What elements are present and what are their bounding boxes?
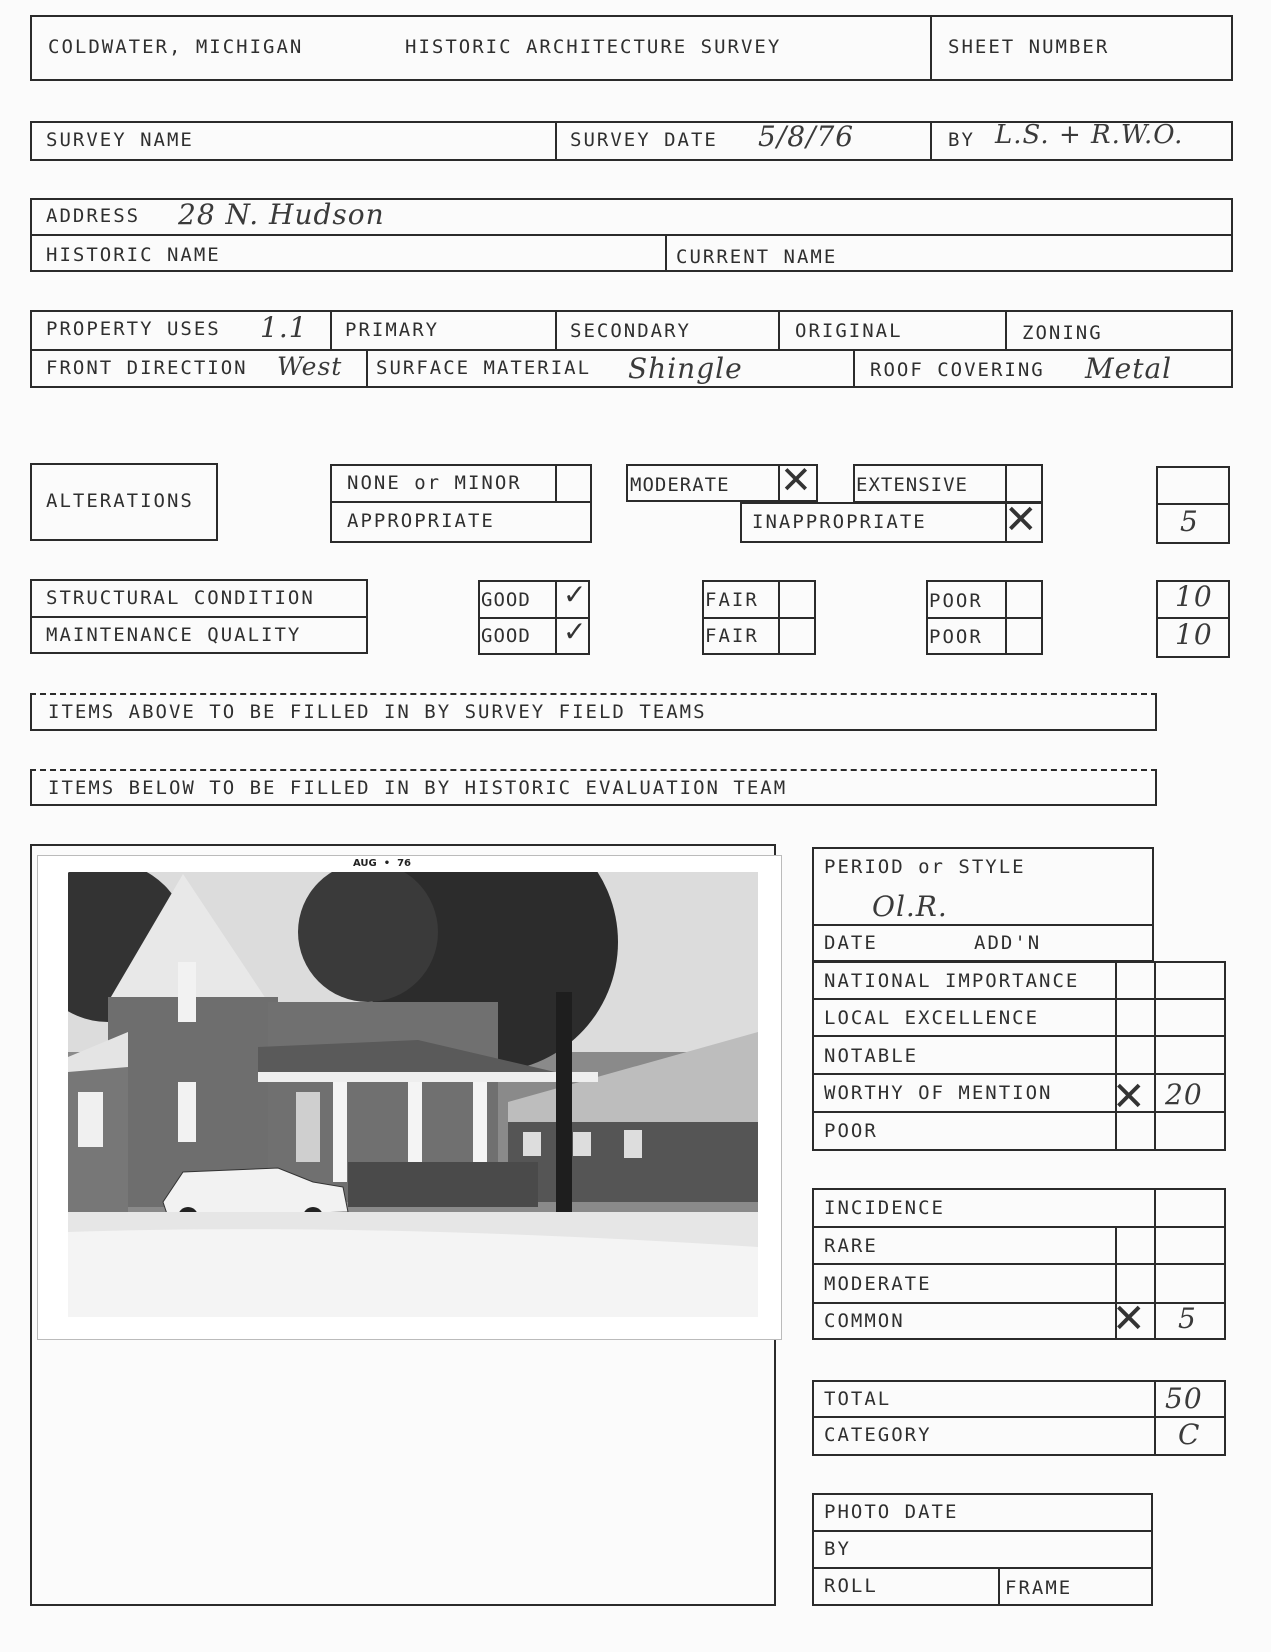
property-divider — [30, 349, 1233, 351]
evaluation-team-note: ITEMS BELOW TO BE FILLED IN BY HISTORIC EVALUATION TEAM — [48, 777, 788, 799]
period-style-value: Ol.R. — [872, 890, 948, 923]
moderate-x-mark: ✕ — [780, 458, 812, 502]
name-divider — [665, 234, 667, 272]
appropriate-check-div — [590, 501, 592, 543]
none-minor-label: NONE or MINOR — [347, 472, 522, 494]
structural-poor-label: POOR — [929, 590, 983, 612]
front-direction-label: FRONT DIRECTION — [46, 357, 248, 379]
worthy-score: 20 — [1165, 1078, 1203, 1111]
surface-material-label: SURFACE MATERIAL — [376, 357, 592, 379]
structural-condition-label: STRUCTURAL CONDITION — [46, 587, 315, 609]
alterations-label: ALTERATIONS — [46, 490, 194, 512]
common-score: 5 — [1178, 1302, 1197, 1335]
roof-covering-value: Metal — [1085, 352, 1173, 385]
totals-score-div — [1154, 1380, 1156, 1456]
category-label: CATEGORY — [824, 1424, 932, 1446]
common-x-mark: ✕ — [1112, 1296, 1146, 1342]
national-importance-label: NATIONAL IMPORTANCE — [824, 970, 1080, 992]
maintenance-good-label: GOOD — [481, 625, 531, 647]
header-divider — [930, 15, 932, 81]
historic-name-label: HISTORIC NAME — [46, 244, 221, 266]
condition-label-divider — [30, 616, 368, 618]
by-value: L.S. + R.W.O. — [995, 120, 1184, 150]
house-photo-image — [68, 872, 758, 1317]
roof-covering-label: ROOF COVERING — [870, 359, 1045, 381]
structural-good-check: ✓ — [563, 578, 587, 611]
city-label: COLDWATER, MICHIGAN — [48, 36, 304, 58]
front-direction-value: West — [277, 352, 343, 381]
appropriate-label: APPROPRIATE — [347, 510, 495, 532]
by-label: BY — [948, 129, 975, 151]
prop-div-2 — [555, 310, 557, 349]
importance-row-2 — [812, 1035, 1226, 1037]
incidence-row-1 — [812, 1226, 1226, 1228]
importance-row-1 — [812, 998, 1226, 1000]
poor-evaluation-label: POOR — [824, 1120, 878, 1142]
photo-by-label: BY — [824, 1538, 851, 1560]
address-label: ADDRESS — [46, 205, 141, 227]
survey-date-value: 5/8/76 — [758, 120, 855, 153]
category-value: C — [1178, 1418, 1201, 1451]
photo-date-label: PHOTO DATE — [824, 1501, 959, 1523]
photo-info-row-2 — [812, 1567, 1153, 1569]
survey-date-label: SURVEY DATE — [570, 129, 718, 151]
importance-score-div — [1154, 961, 1156, 1151]
survey-divider-1 — [555, 121, 557, 161]
worthy-x-mark: ✕ — [1112, 1074, 1146, 1120]
maintenance-score: 10 — [1175, 618, 1213, 651]
address-divider — [30, 234, 1233, 236]
property-uses-value: 1.1 — [260, 311, 308, 344]
prop-div-4 — [1005, 310, 1007, 349]
roll-frame-div — [998, 1567, 1000, 1606]
maintenance-poor-label: POOR — [929, 626, 983, 648]
total-label: TOTAL — [824, 1388, 892, 1410]
poor-divider — [926, 617, 1043, 619]
structural-fair-label: FAIR — [705, 589, 759, 611]
prop-div-5 — [366, 349, 368, 388]
period-divider — [812, 924, 1154, 926]
sheet-number-label: SHEET NUMBER — [948, 36, 1110, 58]
survey-name-label: SURVEY NAME — [46, 129, 194, 151]
incidence-row-2 — [812, 1263, 1226, 1265]
inappropriate-x-mark: ✕ — [1004, 497, 1038, 543]
maintenance-quality-label: MAINTENANCE QUALITY — [46, 624, 302, 646]
primary-label: PRIMARY — [345, 319, 440, 341]
date-label: DATE — [824, 932, 878, 954]
importance-row-4 — [812, 1111, 1226, 1113]
total-value: 50 — [1165, 1382, 1203, 1415]
photo-date-stamp: AUG • 76 — [353, 858, 411, 869]
incidence-label: INCIDENCE — [824, 1197, 945, 1219]
house-photo — [37, 855, 782, 1340]
survey-title: HISTORIC ARCHITECTURE SURVEY — [405, 36, 782, 58]
address-value: 28 N. Hudson — [178, 198, 385, 231]
alterations-score: 5 — [1180, 505, 1199, 538]
property-uses-label: PROPERTY USES — [46, 318, 221, 340]
none-minor-check-div — [555, 464, 557, 501]
original-label: ORIGINAL — [795, 320, 903, 342]
structural-good-label: GOOD — [481, 589, 531, 611]
field-team-note: ITEMS ABOVE TO BE FILLED IN BY SURVEY FIELD TEAMS — [48, 701, 707, 723]
zoning-label: ZONING — [1022, 322, 1103, 344]
prop-div-3 — [778, 310, 780, 349]
fair-divider — [702, 617, 816, 619]
incidence-row-3 — [812, 1302, 1226, 1304]
rare-label: RARE — [824, 1235, 878, 1257]
moderate-incidence-label: MODERATE — [824, 1273, 932, 1295]
inappropriate-label: INAPPROPRIATE — [752, 511, 927, 533]
surface-material-value: Shingle — [628, 352, 743, 385]
totals-divider — [812, 1416, 1226, 1418]
survey-divider-2 — [930, 121, 932, 161]
prop-div-6 — [853, 349, 855, 388]
moderate-label: MODERATE — [630, 474, 730, 496]
local-excellence-label: LOCAL EXCELLENCE — [824, 1007, 1040, 1029]
maintenance-good-check: ✓ — [563, 615, 587, 648]
poor-check-div — [1005, 580, 1007, 655]
period-style-label: PERIOD or STYLE — [824, 856, 1026, 878]
roll-label: ROLL — [824, 1575, 878, 1597]
none-minor-divider — [330, 501, 592, 503]
importance-check-div — [1115, 961, 1117, 1151]
fair-check-div — [778, 580, 780, 655]
current-name-label: CURRENT NAME — [676, 246, 838, 268]
notable-label: NOTABLE — [824, 1045, 919, 1067]
secondary-label: SECONDARY — [570, 320, 691, 342]
frame-label: FRAME — [1005, 1577, 1073, 1599]
common-label: COMMON — [824, 1310, 905, 1332]
photo-info-row-1 — [812, 1530, 1153, 1532]
maintenance-fair-label: FAIR — [705, 625, 759, 647]
importance-row-3 — [812, 1073, 1226, 1075]
structural-score: 10 — [1175, 580, 1213, 613]
addn-label: ADD'N — [974, 932, 1042, 954]
extensive-label: EXTENSIVE — [856, 474, 968, 496]
worthy-of-mention-label: WORTHY OF MENTION — [824, 1082, 1053, 1104]
good-check-div — [555, 580, 557, 655]
prop-div-1 — [330, 310, 332, 349]
